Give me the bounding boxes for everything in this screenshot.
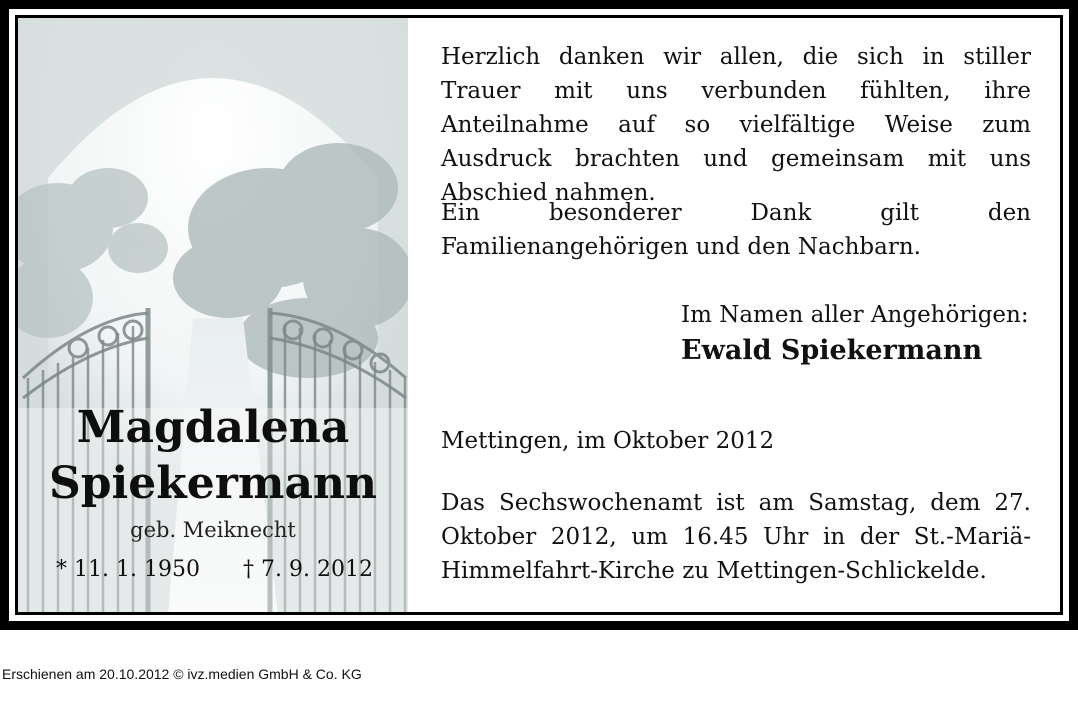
birth-date: * 11. 1. 1950 [56,557,200,582]
signature-label: Im Namen aller Angehörigen: [681,302,1029,328]
special-thanks-paragraph: Ein besonderer Dank gilt den Familienangehörigen und den Nachbarn. [441,200,1031,260]
death-date: † 7. 9. 2012 [243,557,373,582]
publication-footer: Erschienen am 20.10.2012 © ivz.medien GmbH & Co. KG [2,666,362,682]
deceased-maiden-name: geb. Meiknecht [130,518,296,542]
deceased-first-name: Magdalena [76,402,350,453]
deceased-last-name: Spiekermann [49,458,377,509]
service-paragraph: Das Sechswochenamt ist am Samstag, dem 27. Oktober 2012, um 16.45 Uhr in der St.-Mariä-Himmelfahrt-Kirche zu Mettingen-Schlickelde. [441,490,1031,584]
thanks-paragraph: Herzlich danken wir allen, die sich in stiller Trauer mit uns verbunden fühlten, ihre Anteilnahme auf so vielfältige Weise zum Ausdruck brachten und gemeinsam mit uns Abschied nahmen. [441,44,1031,206]
place-date: Mettingen, im Oktober 2012 [441,428,775,454]
signature-name: Ewald Spiekermann [681,335,983,366]
